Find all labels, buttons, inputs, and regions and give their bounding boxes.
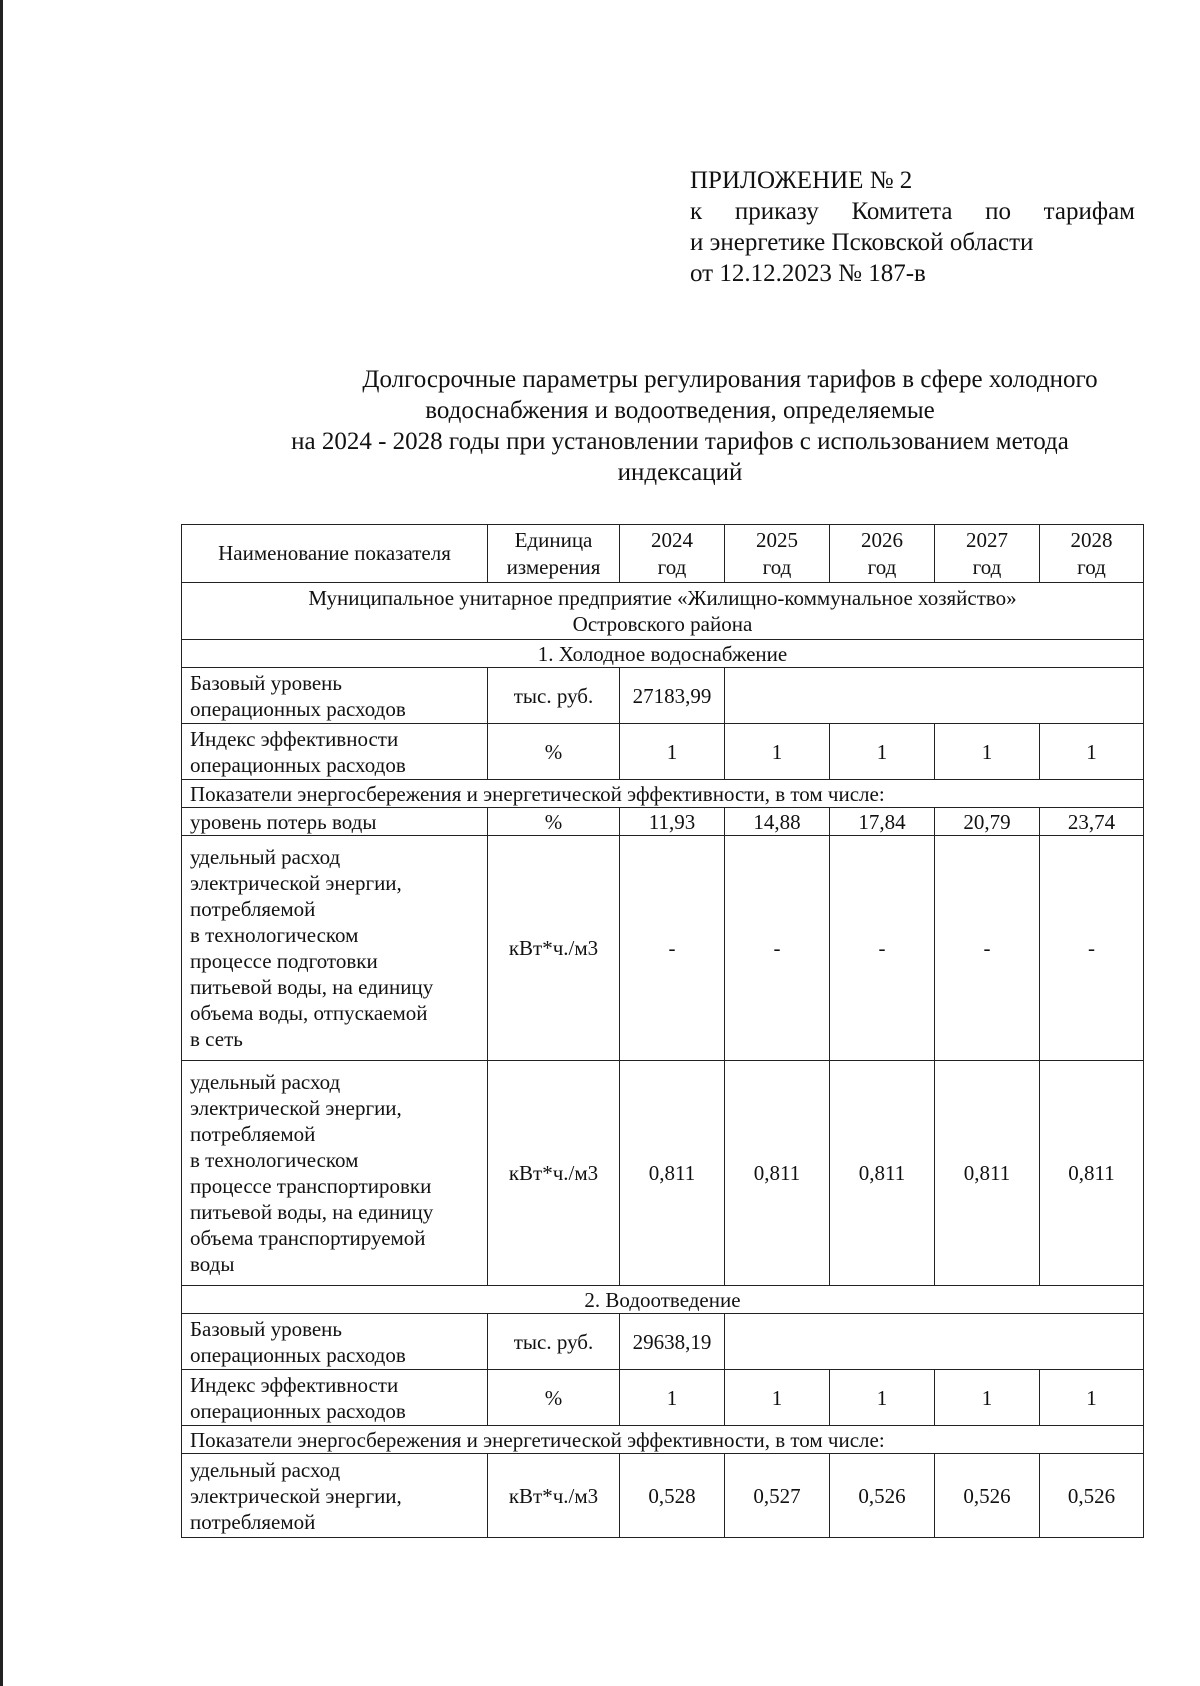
row-value-2024: 27183,99 — [620, 668, 725, 724]
row-name: Базовый уровень операционных расходов — [182, 668, 488, 724]
row-value-2025: 14,88 — [725, 808, 830, 836]
row-unit: кВт*ч./м3 — [488, 1061, 620, 1286]
row-value-2026: 17,84 — [830, 808, 935, 836]
row-value-2026: 0,526 — [830, 1454, 935, 1538]
title-line-4: индексаций — [617, 459, 743, 486]
energy-header-1: Показатели энергосбережения и энергетической эффективности, в том числе: — [182, 780, 1144, 808]
document-title — [200, 364, 1160, 488]
row-unit: % — [488, 724, 620, 780]
row-value-2024: 11,93 — [620, 808, 725, 836]
row-value-2028: 1 — [1040, 1370, 1144, 1426]
row-unit: тыс. руб. — [488, 1314, 620, 1370]
table-row — [182, 668, 1144, 724]
table-row — [182, 724, 1144, 780]
row-value-2024: 1 — [620, 724, 725, 780]
parameters-table — [181, 524, 1144, 1538]
table-row — [182, 1061, 1144, 1286]
section-2-title: 2. Водоотведение — [182, 1286, 1144, 1314]
row-value-2025: 0,811 — [725, 1061, 830, 1286]
row-name: удельный расход электрической энергии, потребляемой в технологическом процессе транспортировки питьевой воды, на единицу объема транспортируемой воды — [182, 1061, 488, 1286]
row-value-2025: 1 — [725, 724, 830, 780]
row-value-2026: 1 — [830, 1370, 935, 1426]
row-value-2026: 0,811 — [830, 1061, 935, 1286]
header-unit: Единица измерения — [488, 525, 620, 583]
row-value-2025: - — [725, 836, 830, 1061]
table-row — [182, 1314, 1144, 1370]
row-value-2027: 0,811 — [935, 1061, 1040, 1286]
table-header-row — [182, 525, 1144, 583]
section-1-row — [182, 640, 1144, 668]
header-name: Наименование показателя — [182, 525, 488, 583]
row-name: удельный расход электрической энергии, потребляемой в технологическом процессе подготовки питьевой воды, на единицу объема воды, отпускаемой в сеть — [182, 836, 488, 1061]
header-year-2027: 2027 год — [935, 525, 1040, 583]
header-year-2026: 2026 год — [830, 525, 935, 583]
table-row — [182, 808, 1144, 836]
empty-cell — [725, 668, 1144, 724]
row-value-2024: 0,811 — [620, 1061, 725, 1286]
row-value-2025: 0,527 — [725, 1454, 830, 1538]
row-unit: кВт*ч./м3 — [488, 1454, 620, 1538]
row-value-2025: 1 — [725, 1370, 830, 1426]
table-row — [182, 1454, 1144, 1538]
row-value-2027: 1 — [935, 1370, 1040, 1426]
row-unit: кВт*ч./м3 — [488, 836, 620, 1061]
organization-row — [182, 583, 1144, 640]
header-year-2028: 2028 год — [1040, 525, 1144, 583]
table-row — [182, 836, 1144, 1061]
row-name: Индекс эффективности операционных расходов — [182, 724, 488, 780]
page-left-edge — [0, 0, 3, 1686]
row-value-2024: - — [620, 836, 725, 1061]
energy-header-row — [182, 1426, 1144, 1454]
appendix-number: ПРИЛОЖЕНИЕ № 2 — [690, 167, 913, 194]
row-value-2028: 1 — [1040, 724, 1144, 780]
row-value-2028: 0,811 — [1040, 1061, 1144, 1286]
title-line-2: водоснабжения и водоотведения, определяемые — [425, 397, 935, 424]
row-name: Базовый уровень операционных расходов — [182, 1314, 488, 1370]
row-value-2026: 1 — [830, 724, 935, 780]
row-value-2027: 0,526 — [935, 1454, 1040, 1538]
header-year-2024: 2024 год — [620, 525, 725, 583]
appendix-committee-line: и энергетике Псковской области — [690, 229, 1034, 256]
row-value-2024: 0,528 — [620, 1454, 725, 1538]
row-value-2027: 1 — [935, 724, 1040, 780]
row-unit: тыс. руб. — [488, 668, 620, 724]
row-unit: % — [488, 808, 620, 836]
row-name: уровень потерь воды — [182, 808, 488, 836]
row-unit: % — [488, 1370, 620, 1426]
appendix-date-line: от 12.12.2023 № 187-в — [690, 260, 926, 287]
table-row — [182, 1370, 1144, 1426]
appendix-header — [690, 165, 1135, 289]
row-value-2024: 29638,19 — [620, 1314, 725, 1370]
row-name: удельный расход электрической энергии, потребляемой — [182, 1454, 488, 1538]
row-value-2027: 20,79 — [935, 808, 1040, 836]
row-value-2026: - — [830, 836, 935, 1061]
organization-name: Муниципальное унитарное предприятие «Жилищно-коммунальное хозяйство» Островского района — [182, 583, 1144, 640]
empty-cell — [725, 1314, 1144, 1370]
title-line-1: Долгосрочные параметры регулирования тарифов в сфере холодного — [362, 366, 1098, 393]
row-name: Индекс эффективности операционных расходов — [182, 1370, 488, 1426]
appendix-order-line: к приказу Комитета по тарифам — [690, 198, 1135, 225]
row-value-2028: - — [1040, 836, 1144, 1061]
energy-header-2: Показатели энергосбережения и энергетической эффективности, в том числе: — [182, 1426, 1144, 1454]
energy-header-row — [182, 780, 1144, 808]
row-value-2024: 1 — [620, 1370, 725, 1426]
row-value-2028: 23,74 — [1040, 808, 1144, 836]
section-2-row — [182, 1286, 1144, 1314]
title-line-3: на 2024 - 2028 годы при установлении тарифов с использованием метода — [291, 428, 1069, 455]
row-value-2027: - — [935, 836, 1040, 1061]
section-1-title: 1. Холодное водоснабжение — [182, 640, 1144, 668]
header-year-2025: 2025 год — [725, 525, 830, 583]
row-value-2028: 0,526 — [1040, 1454, 1144, 1538]
